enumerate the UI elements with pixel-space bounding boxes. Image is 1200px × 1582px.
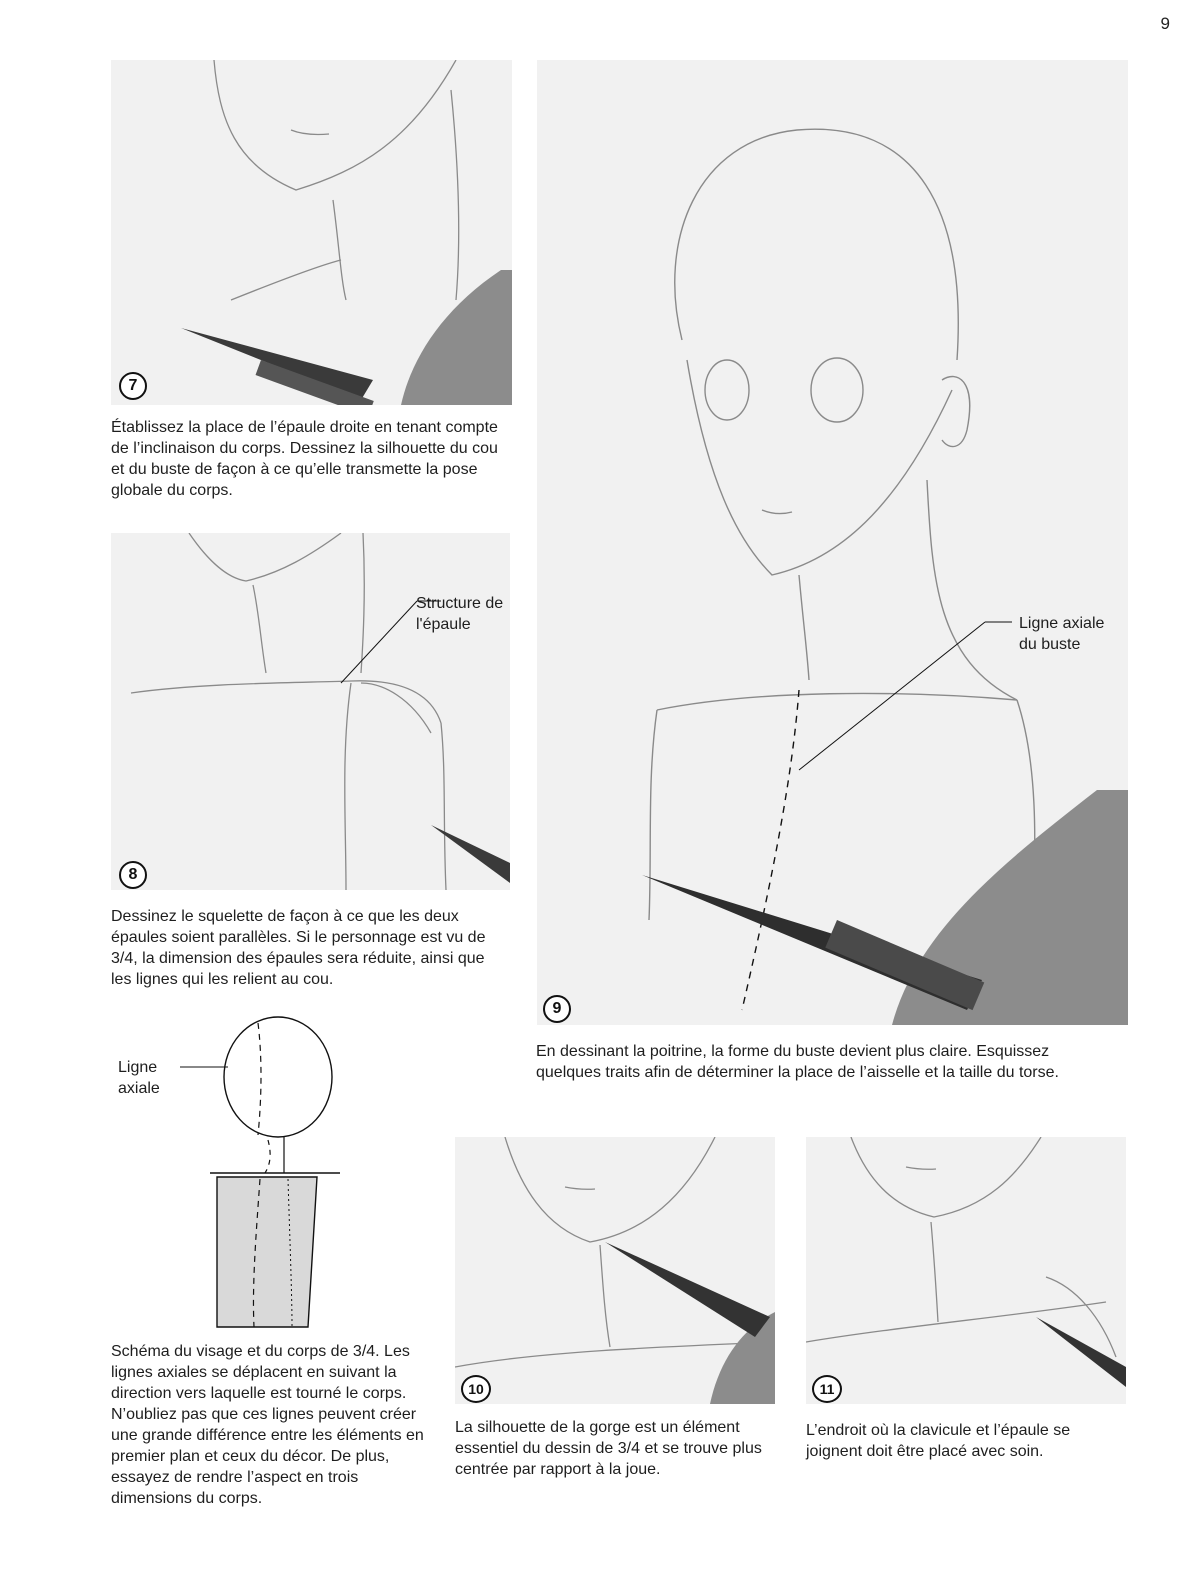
step-8-number: 8 xyxy=(119,861,147,889)
step-9-sketch xyxy=(537,60,1128,1025)
step-11-sketch xyxy=(806,1137,1126,1404)
step-7-caption: Établissez la place de l’épaule droite en tenant compte de l’inclinaison du corps. Dessinez la silhouette du cou et du buste de façon à ce qu’elle transmette la pose globale du corps. xyxy=(111,419,498,499)
step-8-photo xyxy=(111,533,510,890)
axis-line-label: Ligne axiale xyxy=(118,1059,160,1097)
page-number: 9 xyxy=(1160,14,1170,33)
step-11-caption: L’endroit où la clavicule et l’épaule se joignent doit être placé avec soin. xyxy=(806,1422,1071,1460)
shoulder-structure-label: Structure de l'épaule xyxy=(416,595,504,633)
step-8-sketch xyxy=(111,533,510,890)
head-torso-schema xyxy=(180,1015,350,1335)
step-10-number: 10 xyxy=(461,1375,491,1403)
diagram-caption: Schéma du visage et du corps de 3/4. Les lignes axiales se déplacent en suivant la direction vers laquelle est tourné le corps. N’oubliez pas que ces lignes peuvent créer une grande différence entre les éléments en premier plan et ceux du décor. De plus, essayez de rendre l’aspect en trois dimensions du corps. xyxy=(111,1343,424,1507)
step-8-caption: Dessinez le squelette de façon à ce que les deux épaules soient parallèles. Si le personnage est vu de 3/4, la dimension des épaules sera réduite, ainsi que les lignes qui les relient au cou. xyxy=(111,908,486,988)
step-9-caption: En dessinant la poitrine, la forme du buste devient plus claire. Esquissez quelques traits afin de déterminer la place de l’aisselle et la taille du torse. xyxy=(536,1043,1059,1081)
step-9-photo xyxy=(537,60,1128,1025)
step-7-number: 7 xyxy=(119,372,147,400)
step-10-photo xyxy=(455,1137,775,1404)
step-7-sketch xyxy=(111,60,512,405)
step-11-number: 11 xyxy=(812,1375,842,1403)
bust-axis-label: Ligne axiale du buste xyxy=(1019,615,1105,653)
step-9-number: 9 xyxy=(543,995,571,1023)
step-10-sketch xyxy=(455,1137,775,1404)
axis-diagram xyxy=(180,1015,350,1335)
step-7-photo xyxy=(111,60,512,405)
step-10-caption: La silhouette de la gorge est un élément essentiel du dessin de 3/4 et se trouve plus centrée par rapport à la joue. xyxy=(455,1419,762,1478)
step-11-photo xyxy=(806,1137,1126,1404)
